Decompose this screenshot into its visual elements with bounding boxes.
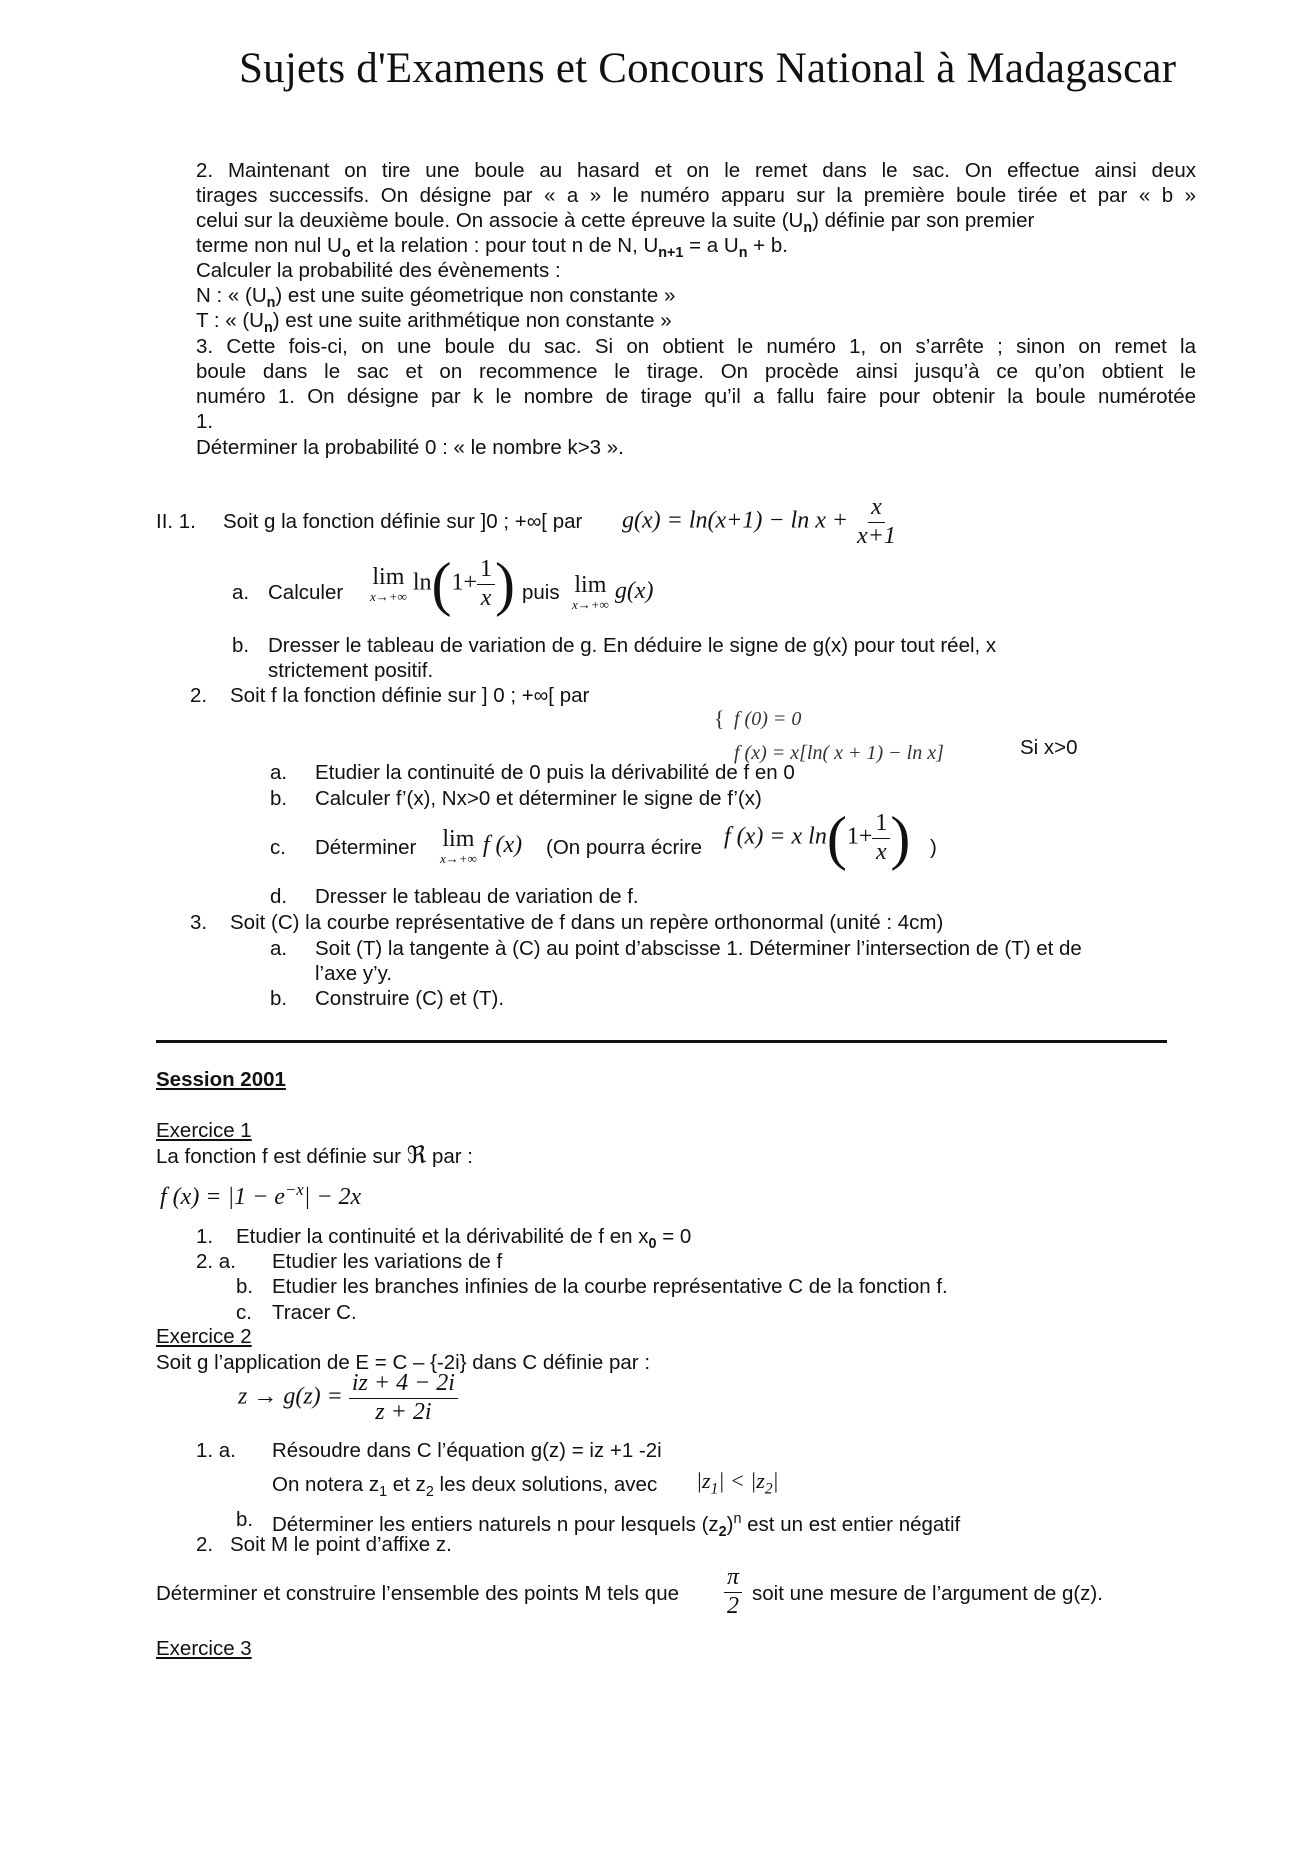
math-ex2-g: z → g(z) = $\frac{iz + 4 - 2i}{z + 2i}$ (238, 1370, 458, 1426)
item-label: a. (232, 581, 250, 604)
paragraph: Etudier les variations de f (272, 1250, 503, 1273)
paragraph: soit une mesure de l’argument de g(z). (752, 1582, 1103, 1605)
exercise-title: Exercice 1 (156, 1119, 252, 1142)
paragraph: 3. Cette fois-ci, on une boule du sac. Si on obtient le numéro 1, on s’arrête ; sinon on remet la (196, 335, 1196, 358)
paragraph: Dresser le tableau de variation de f. (315, 885, 639, 908)
item-label: 3. (190, 911, 208, 934)
item-label: b. (270, 987, 288, 1010)
event-n: N : « $(U_n)$ est une suite géometrique non constante » (196, 284, 676, 312)
item-label: b. (236, 1508, 254, 1531)
paragraph: La fonction f est définie sur ℜ par : (156, 1143, 473, 1169)
paragraph: l’axe y’y. (315, 962, 393, 985)
item-label: b. (236, 1275, 254, 1298)
paragraph: Calculer f’(x), Nx>0 et déterminer le signe de f’(x) (315, 787, 762, 810)
paragraph: Soit (C) la courbe représentative de f dans un repère orthonormal (unité : 4cm) (230, 911, 944, 934)
paragraph: Tracer C. (272, 1301, 357, 1324)
paragraph: Déterminer et construire l’ensemble des points M tels que (156, 1582, 679, 1605)
math-f0: f (0) = 0 (734, 708, 802, 730)
page-header: Sujets d'Examens et Concours National à Madagascar (239, 45, 1177, 92)
item-label: II. 1. (156, 510, 196, 533)
paragraph: terme non nul $U_o$ et la relation : pour tout n de N, $U_{n+1} = a$ $U_n + b$. (196, 234, 788, 262)
section-title: Session 2001 (156, 1068, 286, 1091)
math-f-rewrite: f (x) = x ln(1+ $\frac{1}{x}$ ) (724, 805, 911, 871)
math-abs-compare: $|z_1| < |z_2|$ (696, 1468, 779, 1498)
paragraph: Etudier la continuité et la dérivabilité de f en $x_0 = 0$ (236, 1225, 692, 1253)
paragraph: boule dans le sac et on recommence le tirage. On procède ainsi jusqu’à ce qu’on obtient le (196, 360, 1196, 383)
paragraph: Etudier les branches infinies de la courbe représentative C de la fonction f. (272, 1275, 948, 1298)
item-label: b. (232, 634, 250, 657)
event-t: T : « $(U_n)$ est une suite arithmétique non constante » (196, 309, 672, 337)
item-label: a. (270, 761, 288, 784)
paragraph: tirages successifs. On désigne par « a » le numéro apparu sur la première boule tirée et par « b » (196, 184, 1196, 207)
math-ex1-f: f $(x) = |1 - e^{-x}| - 2x$ (160, 1180, 362, 1210)
item-label: 1. (196, 1225, 214, 1248)
paragraph: Dresser le tableau de variation de g. En déduire le signe de g(x) pour tout réel, x (268, 634, 997, 657)
math-g-definition: g(x) = ln(x+1) − ln x + $\frac{x}{x+1}$ (622, 494, 896, 549)
exercise-title: Exercice 2 (156, 1325, 252, 1348)
section-divider (156, 1040, 1167, 1043)
item-label: 2. (190, 684, 208, 707)
item-label: d. (270, 885, 288, 908)
paragraph: On notera $z_1$ et $z_2$ les deux solutions, avec (272, 1473, 658, 1501)
paragraph: Calculer la probabilité des évènements : (196, 259, 561, 282)
paragraph: Soit f la fonction définie sur ] 0 ; +∞[ par (230, 684, 590, 707)
paragraph: Soit g la fonction définie sur ]0 ; +∞[ par (223, 510, 583, 533)
item-label: 2. (196, 1533, 214, 1556)
paragraph: Construire (C) et (T). (315, 987, 505, 1010)
item-label: a. (270, 937, 288, 960)
paragraph: Soit (T) la tangente à (C) au point d’abscisse 1. Déterminer l’intersection de (T) et de (315, 937, 1082, 960)
exercise-title: Exercice 3 (156, 1637, 252, 1660)
math-limit-f: lim x→+∞ f (x) (440, 826, 523, 866)
paragraph: Si x>0 (1020, 736, 1078, 759)
paragraph: Déterminer (315, 836, 417, 859)
math-limit-g: lim x→+∞ g(x) (572, 572, 654, 612)
paragraph: (On pourra écrire (546, 836, 703, 859)
paragraph: numéro 1. On désigne par k le nombre de tirage qu’il a fallu faire pour obtenir la boule numérotée (196, 385, 1196, 408)
math-fx: f (x) = x[ln( x + 1) − ln x] (734, 742, 944, 764)
math-pi-over-2: $\frac{\pi}{2}$ (724, 1564, 742, 1620)
item-label: c. (270, 836, 286, 859)
paragraph: Déterminer les entiers naturels n pour lesquels $(z_2)^n$ est un est entier négatif (272, 1511, 961, 1540)
paragraph: Soit g l’application de E = C – {-2i} dans C définie par : (156, 1351, 651, 1374)
paragraph: 2. Maintenant on tire une boule au hasard et on le remet dans le sac. On effectue ainsi deux (196, 159, 1196, 182)
paragraph: Déterminer la probabilité 0 : « le nombre k>3 ». (196, 436, 624, 459)
paragraph: Calculer (268, 581, 344, 604)
paragraph: celui sur la deuxième boule. On associe à cette épreuve la suite $(U_n)$ définie par son premier (196, 209, 1035, 237)
paragraph: 1. (196, 410, 214, 433)
brace: { (714, 706, 725, 731)
item-label: 1. a. (196, 1439, 236, 1462)
paragraph: puis (522, 581, 560, 604)
paragraph: Soit M le point d’affixe z. (230, 1533, 452, 1556)
paragraph: Etudier la continuité de 0 puis la dérivabilité de f en 0 (315, 761, 795, 784)
paragraph: strictement positif. (268, 659, 434, 682)
paragraph: Résoudre dans C l’équation g(z) = iz +1 -2i (272, 1439, 662, 1462)
item-label: b. (270, 787, 288, 810)
math-limit-ln: lim x→+∞ ln(1+ $\frac{1}{x}$ ) (370, 551, 515, 617)
item-label: c. (236, 1301, 252, 1324)
paragraph: ) (930, 836, 937, 859)
item-label: 2. a. (196, 1250, 236, 1273)
